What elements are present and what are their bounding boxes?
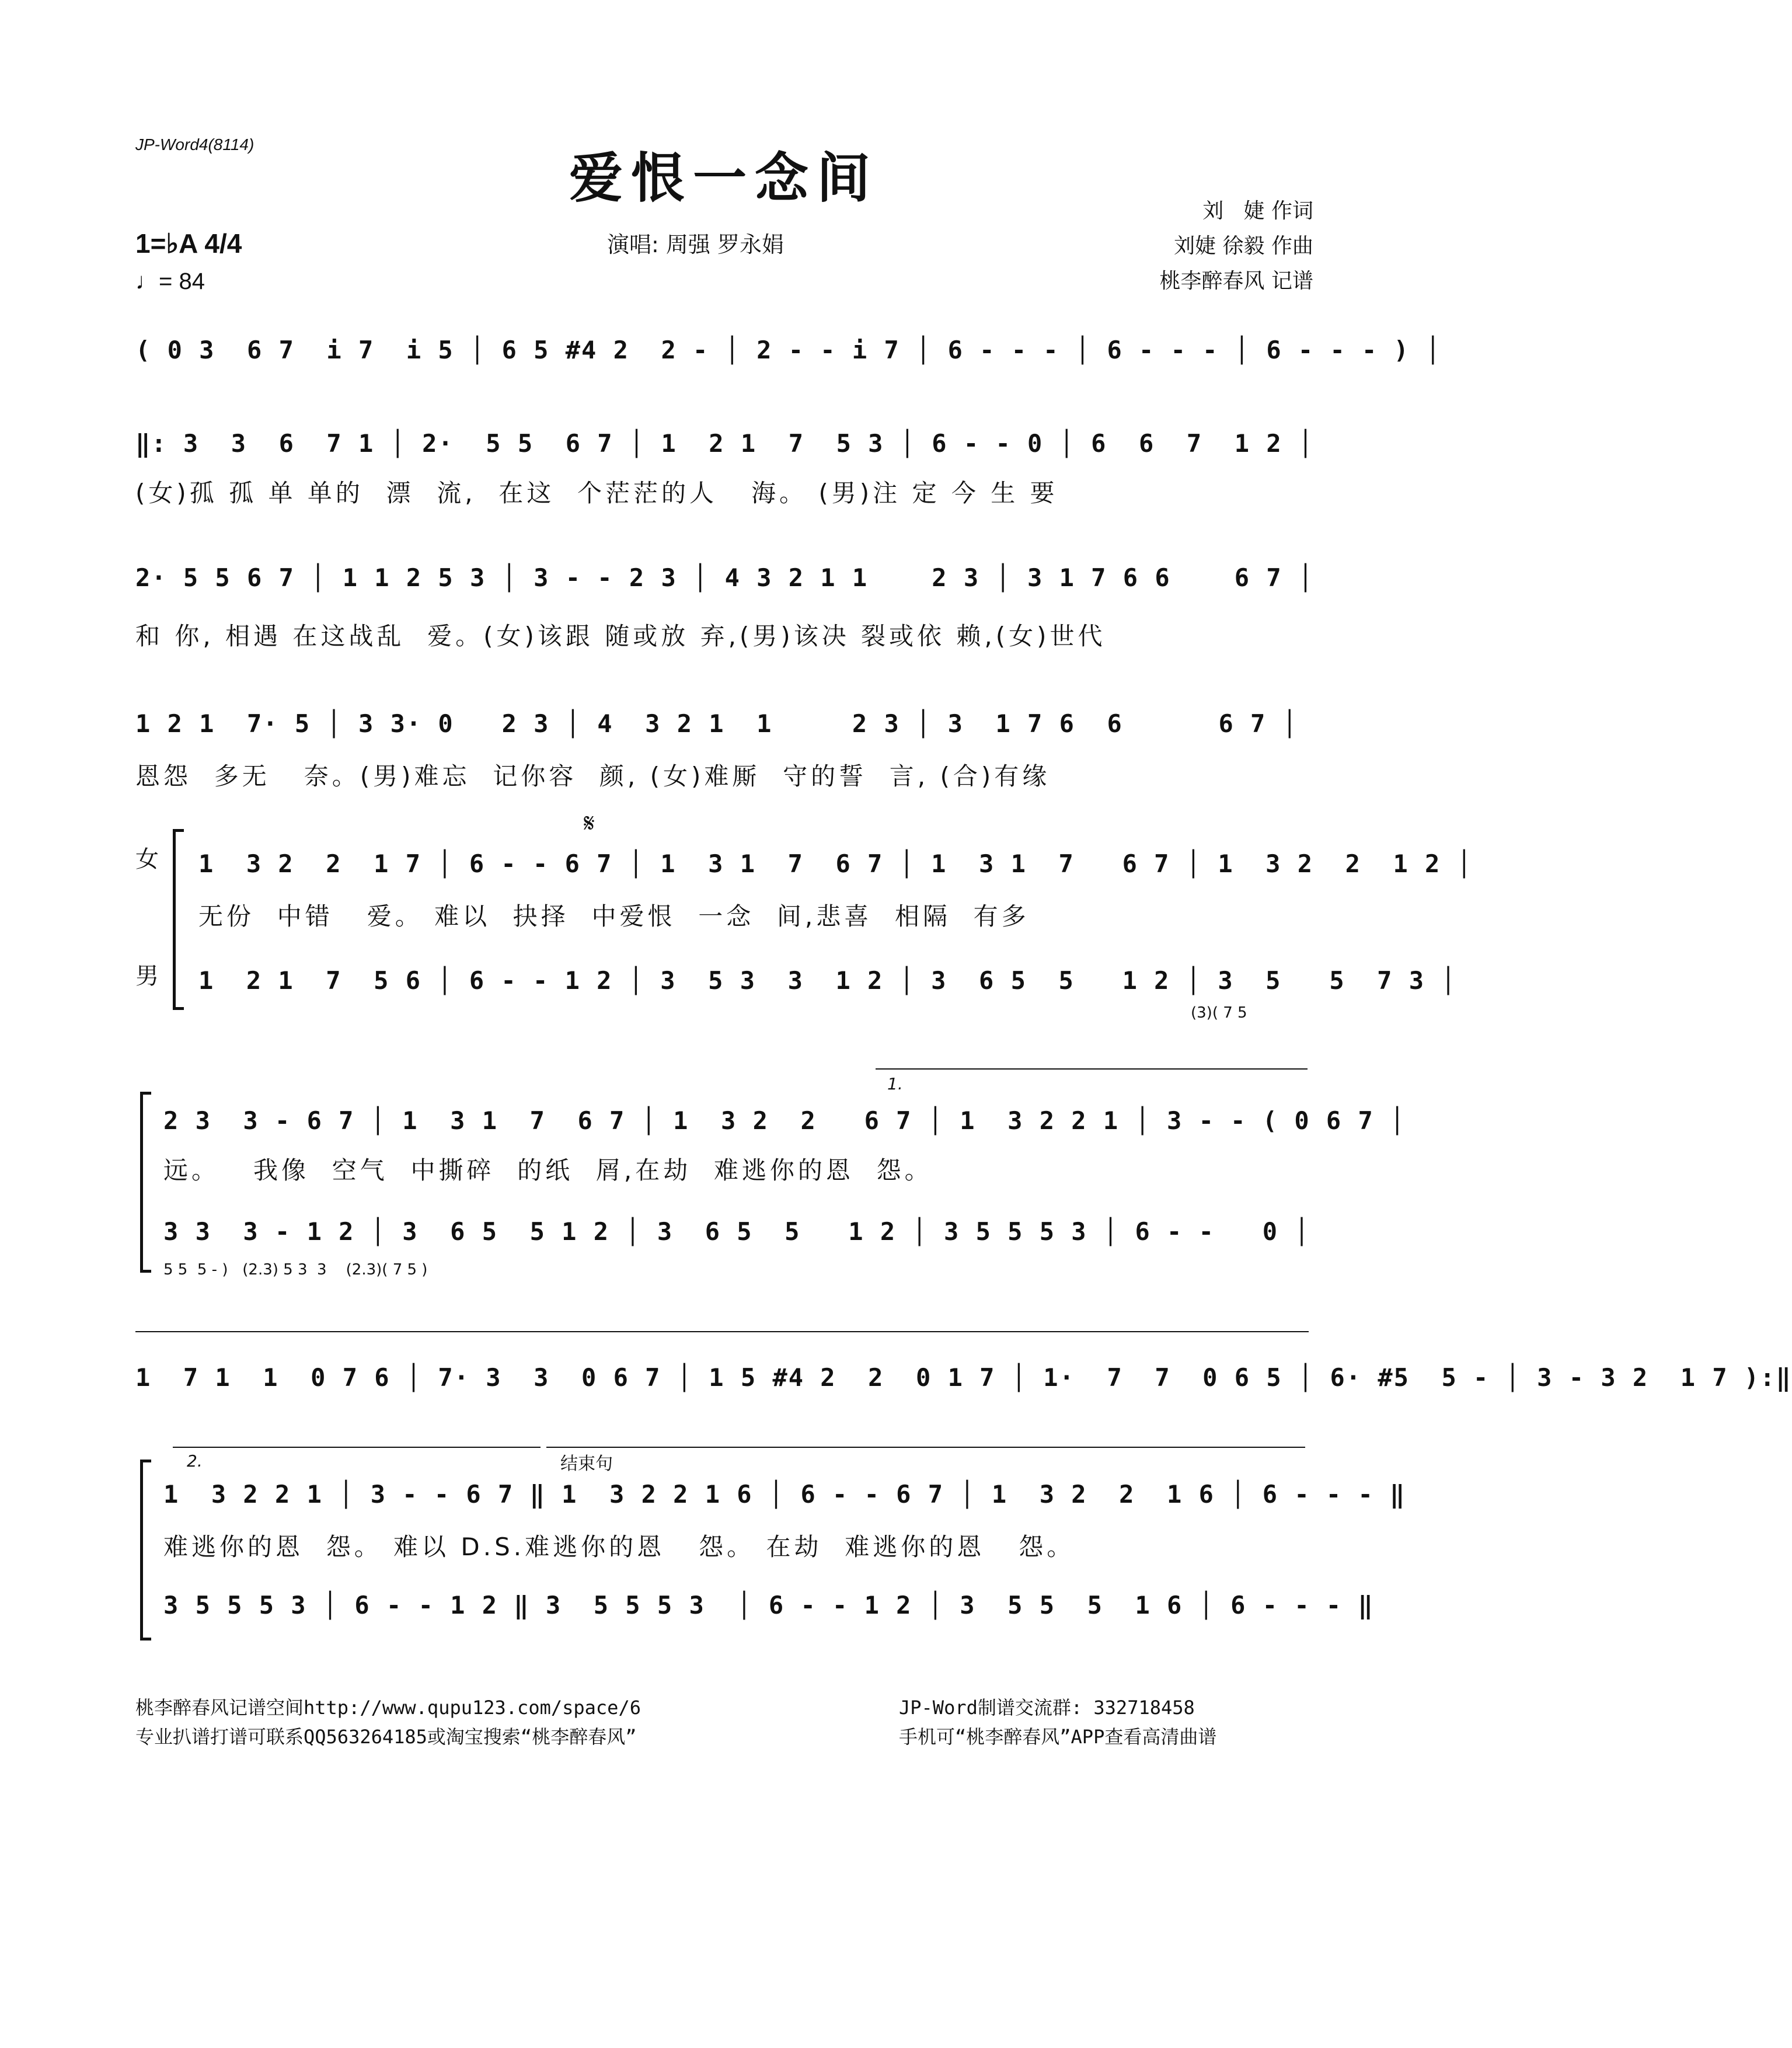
credits-block	[1160, 194, 1313, 299]
female-notes-system-2: 2 3 3 - 6 7 │ 1 3 1 7 6 7 │ 1 3 2 2 6 7 │ 1 3 2 2 1 │ 3 - - ( 0 6 7 │	[163, 1106, 1406, 1135]
volta-line	[173, 1447, 541, 1448]
female-notes-system-1: 1 3 2 2 1 7 │ 6 - - 6 7 │ 1 3 1 7 6 7 │ 1 3 1 7 6 7 │ 1 3 2 2 1 2 │	[198, 849, 1473, 878]
alt-notes-system-2: 5 5 5 - ) (2.3) 5 3 3 (2.3)( 7 5 )	[163, 1261, 428, 1279]
male-notes-system-1: 1 2 1 7 5 6 │ 6 - - 1 2 │ 3 5 3 3 1 2 │ 3 6 5 5 1 2 │ 3 5 5 7 3 │	[198, 966, 1457, 995]
notes-row-3: 1 2 1 7· 5 │ 3 3· 0 2 3 │ 4 3 2 1 1 2 3 │ 3 1 7 6 6 6 7 │	[135, 709, 1298, 738]
composer-credit: 刘婕 徐毅 作曲	[1174, 234, 1313, 258]
footer-group: JP-Word制谱交流群: 332718458	[899, 1697, 1195, 1719]
system-bracket	[140, 1092, 151, 1273]
coda-line	[546, 1447, 1305, 1448]
lyrics-row-2: 和 你, 相遇 在这战乱 爱。(女)该跟 随或放 弃,(男)该决 裂或依 赖,(女)世代	[135, 622, 1106, 650]
system-bracket	[140, 1460, 151, 1641]
alt-notes-system-1: (3)( 7 5	[1191, 1004, 1247, 1022]
notes-row-1: ‖: 3 3 6 7 1 │ 2· 5 5 6 7 │ 1 2 1 7 5 3 │ 6 - - 0 │ 6 6 7 1 2 │	[135, 429, 1315, 458]
footer-app: 手机可“桃李醉春风”APP查看高清曲谱	[899, 1726, 1217, 1748]
male-voice-label: 男	[135, 963, 159, 990]
volta-2-label: 2.	[187, 1451, 203, 1471]
key-signature: 1=♭A 4/4	[135, 228, 242, 259]
volta-1-label: 1.	[887, 1074, 903, 1093]
interlude-line	[135, 1331, 1309, 1332]
male-notes-system-2: 3 3 3 - 1 2 │ 3 6 5 5 1 2 │ 3 6 5 5 1 2 │ 3 5 5 5 3 │ 6 - - 0 │	[163, 1217, 1310, 1246]
transcriber-credit: 桃李醉春风 记谱	[1159, 269, 1313, 293]
lyrics-system-2: 远。 我像 空气 中撕碎 的纸 屑,在劫 难逃你的恩 怨。	[163, 1156, 933, 1185]
performers: 演唱: 周强 罗永娟	[607, 232, 784, 257]
lyricist-credit: 刘 婕 作词	[1202, 199, 1313, 223]
lyrics-ending: 难逃你的恩 怨。 难以 D.S.难逃你的恩 怨。 在劫 难逃你的恩 怨。	[163, 1532, 1075, 1561]
female-voice-label: 女	[135, 846, 159, 873]
male-notes-ending: 3 5 5 5 3 │ 6 - - 1 2 ‖ 3 5 5 5 3 │ 6 - - 1 2 │ 3 5 5 5 1 6 │ 6 - - - ‖	[163, 1591, 1374, 1619]
volta-line	[876, 1068, 1308, 1070]
software-watermark: JP-Word4(8114)	[135, 135, 254, 154]
footer-website: 桃李醉春风记谱空间http://www.qupu123.com/space/6	[135, 1697, 641, 1719]
lyrics-row-1: (女)孤 孤 单 单的 漂 流, 在这 个茫茫的人 海。 (男)注 定 今 生 要	[135, 479, 1058, 507]
intro-notes: ( 0 3 6 7 i 7 i 5 │ 6 5 #4 2 2 - │ 2 - - i 7 │ 6 - - - │ 6 - - - │ 6 - - - ) │	[135, 336, 1442, 364]
lyrics-system-1: 无份 中错 爱。 难以 抉择 中爱恨 一念 间,悲喜 相隔 有多	[198, 902, 1030, 931]
notes-row-2: 2· 5 5 6 7 │ 1 1 2 5 3 │ 3 - - 2 3 │ 4 3 2 1 1 2 3 │ 3 1 7 6 6 6 7 │	[135, 563, 1315, 592]
system-bracket	[173, 829, 184, 1010]
footer-contact: 专业扒谱打谱可联系QQ563264185或淘宝搜索“桃李醉春风”	[135, 1726, 637, 1748]
female-notes-ending: 1 3 2 2 1 │ 3 - - 6 7 ‖ 1 3 2 2 1 6 │ 6 - - 6 7 │ 1 3 2 2 1 6 │ 6 - - - ‖	[163, 1480, 1406, 1509]
song-title: 爱恨一念间	[569, 147, 878, 210]
segno-mark: 𝄋	[584, 809, 595, 838]
interlude-notes: 1 7 1 1 0 7 6 │ 7· 3 3 0 6 7 │ 1 5 #4 2 2 0 1 7 │ 1· 7 7 0 6 5 │ 6· #5 5 - │ 3 - 3 2 1 7 ):‖	[135, 1363, 1792, 1392]
tempo-marking: ♩= 84	[135, 269, 205, 294]
lyrics-row-3: 恩怨 多无 奈。(男)难忘 记你容 颜, (女)难厮 守的誓 言, (合)有缘	[135, 762, 1051, 790]
coda-label: 结束句	[560, 1454, 613, 1474]
